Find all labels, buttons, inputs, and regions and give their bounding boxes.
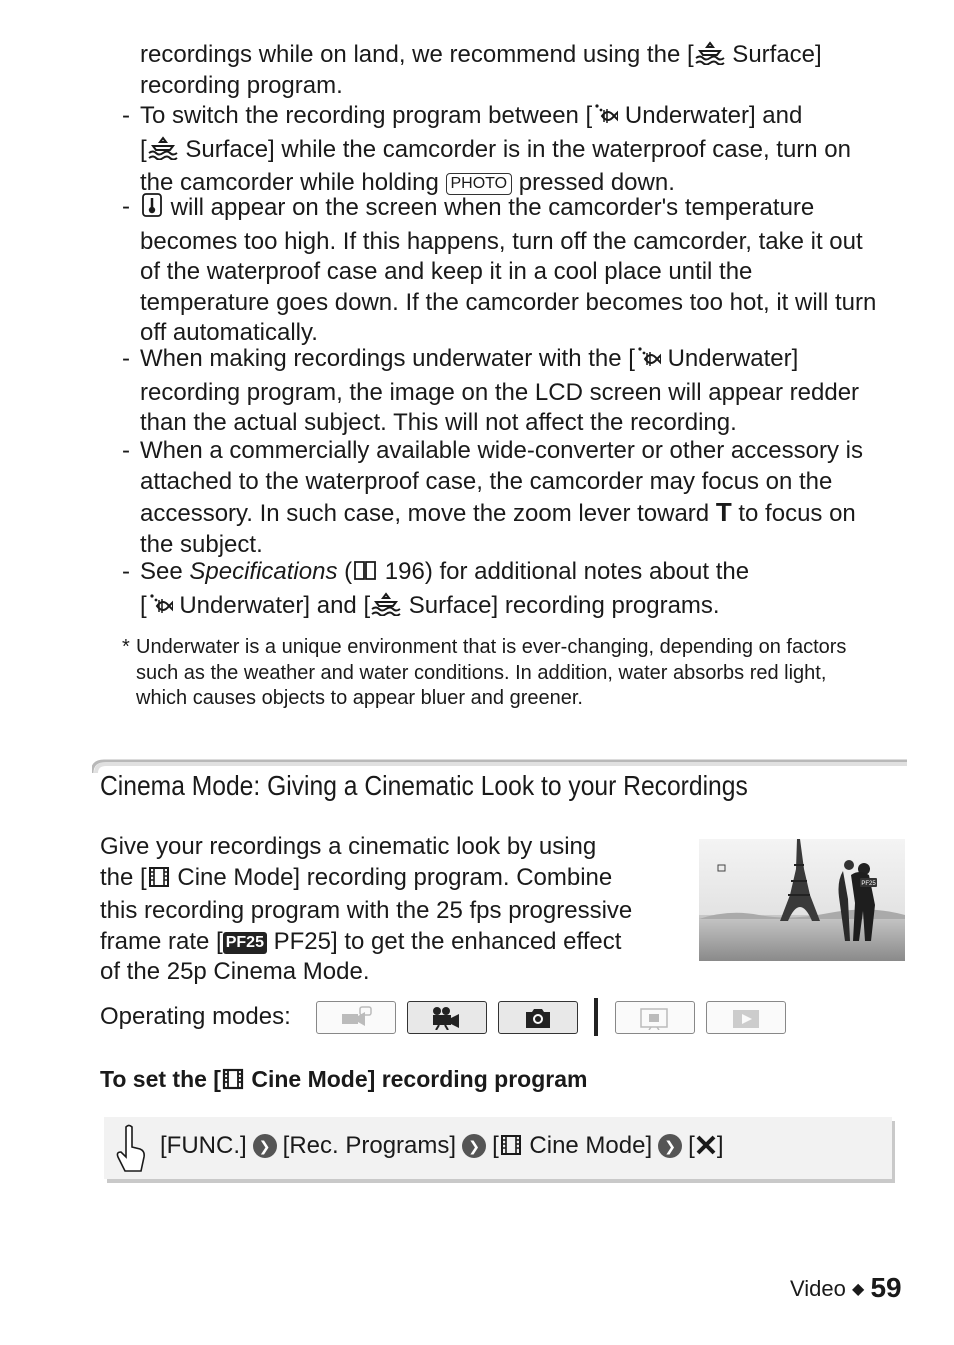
arrow-icon: ❯ — [462, 1134, 486, 1158]
body-line — [100, 957, 680, 988]
mode-manual-video-button[interactable] — [407, 1001, 487, 1034]
close-icon — [695, 1134, 717, 1156]
procedure-steps-box — [104, 1117, 892, 1179]
text-run: than the actual subject. This will not affect the recording. — [140, 409, 737, 436]
note-item — [140, 344, 910, 439]
surface-icon — [694, 41, 726, 65]
body-line — [100, 863, 680, 897]
text-run: Surface] recording programs. — [402, 591, 720, 619]
note-line — [140, 257, 910, 288]
note-line — [140, 530, 910, 561]
text-run: Surface] while the camcorder is in the waterproof case, turn on — [178, 135, 851, 163]
footnote-line: which causes objects to appear bluer and greener. — [136, 687, 583, 709]
text-run: PF25] to get the enhanced effect — [266, 927, 622, 955]
mode-manual-photo-button[interactable] — [498, 1001, 578, 1034]
procedure-heading-pre: To set the [ — [100, 1066, 221, 1092]
underwater-icon — [147, 592, 173, 625]
underwater-icon — [635, 345, 661, 378]
camera-icon — [520, 1006, 556, 1030]
note-line — [140, 436, 910, 467]
footnote — [136, 635, 916, 712]
text-run: Give your recordings a cinematic look by using — [100, 833, 597, 860]
note-item — [140, 436, 910, 560]
intro-line-1-tail: Surface] — [725, 41, 822, 68]
text-run: [ — [140, 591, 147, 619]
text-run: Underwater] and [ — [172, 591, 371, 619]
note-item — [140, 192, 910, 349]
text-run: will appear on the screen when the camcorder's temperature — [164, 194, 815, 221]
body-line — [100, 832, 680, 863]
surface-icon — [147, 136, 179, 169]
book-icon — [352, 558, 378, 591]
text-run: ( — [337, 558, 353, 585]
note-line — [140, 557, 910, 591]
text-run: the camcorder while holding — [140, 169, 446, 196]
text-run: 196) for additional notes about the — [378, 558, 750, 585]
step-rec-programs[interactable]: [Rec. Programs] — [282, 1132, 457, 1159]
note-line — [140, 497, 910, 530]
text-run: becomes too high. If this happens, turn off the camcorder, take it out — [140, 227, 863, 255]
text-run: to focus on — [731, 500, 856, 527]
page-footer — [790, 1272, 902, 1304]
body-line — [100, 927, 680, 958]
step-close[interactable]: [ ] — [688, 1132, 724, 1159]
text-run: recording program, the image on the LCD screen will appear redder — [140, 378, 860, 406]
text-run: the [ — [100, 863, 147, 891]
specifications-reference: Specifications — [189, 558, 338, 585]
temperature-warning-icon — [140, 192, 164, 227]
surface-icon — [370, 592, 402, 625]
step-func[interactable]: [FUNC.] — [160, 1132, 247, 1159]
text-run: Underwater] and — [618, 102, 803, 129]
note-line — [140, 408, 910, 439]
text-run: See — [140, 558, 190, 585]
intro-line-2: recording program. — [140, 71, 343, 99]
note-line — [140, 288, 910, 319]
note-item — [140, 101, 910, 199]
footer-section: Video — [790, 1276, 846, 1301]
arrow-icon: ❯ — [658, 1134, 682, 1158]
text-run: [ — [140, 135, 147, 163]
section-body — [100, 832, 680, 988]
photo-button-key: PHOTO — [446, 173, 513, 195]
note-line — [140, 591, 910, 625]
auto-video-icon — [338, 1006, 374, 1030]
note-line — [140, 344, 910, 378]
mode-playback-photo-button[interactable] — [706, 1001, 786, 1034]
photo-pf25-badge: PF25 — [861, 881, 876, 887]
cinema-sample-photo — [699, 839, 905, 961]
text-run: off automatically. — [140, 319, 318, 346]
text-run: accessory. In such case, move the zoom lever toward — [140, 500, 716, 527]
text-run: Cine Mode] recording program. Combine — [170, 863, 613, 891]
bullet-dash: - — [122, 437, 130, 464]
text-run: pressed down. — [512, 169, 675, 196]
playback-video-icon — [637, 1006, 673, 1030]
bullet-dash: - — [122, 193, 130, 220]
page-number: 59 — [870, 1272, 902, 1303]
text-run: this recording program with the 25 fps progressive — [100, 897, 633, 924]
section-title: Cinema Mode: Giving a Cinematic Look to your Recordings — [100, 770, 748, 801]
film-icon — [221, 1068, 245, 1090]
text-run: the subject. — [140, 530, 263, 558]
footnote-line: Underwater is a unique environment that is ever-changing, depending on factors — [136, 636, 847, 658]
operating-modes-label: Operating modes: — [100, 1003, 291, 1030]
procedure-heading-post: Cine Mode] recording program — [244, 1066, 588, 1092]
film-icon — [499, 1134, 523, 1156]
body-line — [100, 896, 680, 927]
footer-bullet: ◆ — [852, 1281, 865, 1298]
mode-playback-video-button[interactable] — [615, 1001, 695, 1034]
text-run: frame rate [ — [100, 927, 223, 955]
tele-icon: T — [715, 497, 732, 527]
underwater-icon — [592, 102, 618, 135]
intro-line-1: recordings while on land, we recommend using the [ — [140, 41, 694, 68]
playback-photo-icon — [728, 1006, 764, 1030]
modes-separator — [594, 998, 598, 1036]
note-line — [140, 467, 910, 498]
intro-paragraph — [140, 40, 822, 101]
film-icon — [147, 866, 171, 897]
note-line — [140, 378, 910, 409]
text-run: To switch the recording program between [ — [140, 102, 593, 129]
arrow-icon: ❯ — [253, 1134, 277, 1158]
mode-auto-video-button[interactable] — [316, 1001, 396, 1034]
movie-camera-icon — [429, 1006, 465, 1030]
note-line — [140, 101, 910, 135]
procedure-heading — [100, 1066, 587, 1093]
step-cine-mode[interactable]: [ Cine Mode] — [492, 1132, 653, 1159]
note-line — [140, 227, 910, 258]
footnote-star: * — [122, 636, 130, 658]
text-run: of the 25p Cinema Mode. — [100, 958, 370, 985]
procedure-steps — [160, 1131, 723, 1162]
note-line — [140, 135, 910, 169]
footnote-line: such as the weather and water conditions. In addition, water absorbs red light, — [136, 661, 827, 684]
text-run: temperature goes down. If the camcorder becomes too hot, it will turn — [140, 288, 877, 316]
bullet-dash: - — [122, 558, 130, 585]
text-run: When making recordings underwater with the [ — [140, 345, 635, 372]
bullet-dash: - — [122, 102, 130, 129]
text-run: Underwater] — [660, 345, 799, 372]
note-line — [140, 192, 910, 227]
note-item — [140, 557, 910, 624]
text-run: attached to the waterproof case, the camcorder may focus on the — [140, 467, 833, 495]
touch-hand-icon — [114, 1123, 148, 1175]
pf25-badge: PF25 — [223, 932, 267, 954]
text-run: When a commercially available wide-converter or other accessory is — [140, 437, 863, 464]
bullet-dash: - — [122, 345, 130, 372]
text-run: of the waterproof case and keep it in a cool place until the — [140, 258, 753, 285]
